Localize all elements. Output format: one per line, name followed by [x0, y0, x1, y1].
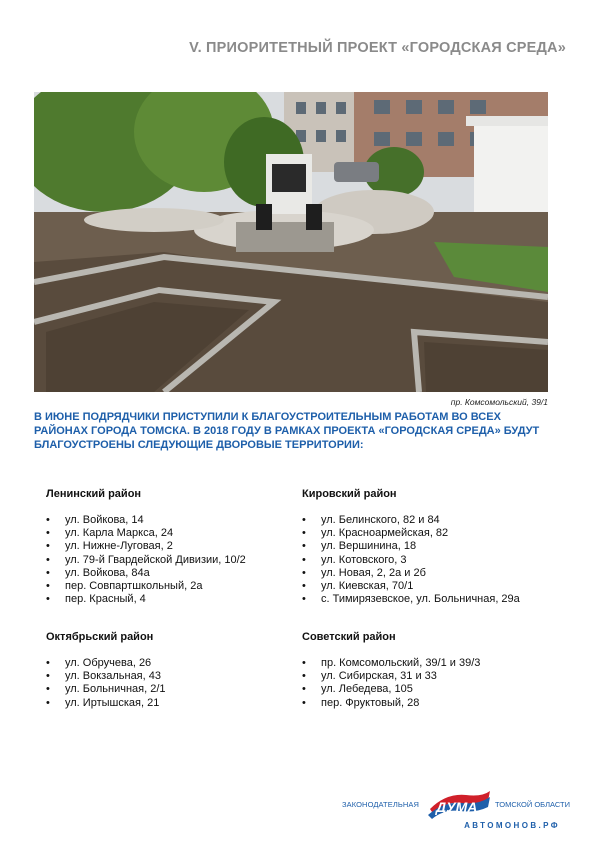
- district-leninsky: [46, 488, 246, 606]
- construction-photo: [34, 92, 548, 392]
- address-list: [302, 657, 480, 710]
- list-item: • пер. Совпартшкольный, 2а: [46, 580, 246, 593]
- list-item: • ул. Карла Маркса, 24: [46, 527, 246, 540]
- district-title: Октябрьский район: [46, 631, 154, 643]
- list-item: • пер. Фруктовый, 28: [302, 697, 480, 710]
- list-item: • ул. Новая, 2, 2а и 2б: [302, 567, 520, 580]
- list-item: • ул. Лебедева, 105: [302, 683, 480, 696]
- list-item: • ул. Красноармейская, 82: [302, 527, 520, 540]
- address-list: [46, 657, 166, 710]
- district-title: Кировский район: [302, 488, 397, 500]
- district-title: Советский район: [302, 631, 396, 643]
- page-title: V. ПРИОРИТЕТНЫЙ ПРОЕКТ «ГОРОДСКАЯ СРЕДА»: [189, 40, 566, 56]
- address-list: [302, 514, 520, 606]
- list-item: • пер. Красный, 4: [46, 593, 246, 606]
- list-item: • ул. Войкова, 14: [46, 514, 246, 527]
- list-item: • ул. Вершинина, 18: [302, 540, 520, 553]
- duma-logo: [426, 789, 492, 819]
- list-item: • с. Тимирязевское, ул. Больничная, 29а: [302, 593, 520, 606]
- lead-line: БЛАГОУСТРОЕНЫ СЛЕДУЮЩИЕ ДВОРОВЫЕ ТЕРРИТОРИИ:: [34, 439, 364, 452]
- footer: [342, 793, 582, 833]
- district-sovetsky: [302, 631, 480, 710]
- list-item: • ул. Вокзальная, 43: [46, 670, 166, 683]
- district-title: Ленинский район: [46, 488, 142, 500]
- lead-line: В ИЮНЕ ПОДРЯДЧИКИ ПРИСТУПИЛИ К БЛАГОУСТРОИТЕЛЬНЫМ РАБОТАМ ВО ВСЕХ: [34, 411, 501, 423]
- list-item: • ул. Обручева, 26: [46, 657, 166, 670]
- lead-line: РАЙОНАХ ГОРОДА ТОМСКА. В 2018 ГОДУ В РАМКАХ ПРОЕКТА «ГОРОДСКАЯ СРЕДА» БУДУТ: [34, 425, 540, 438]
- footer-site: АВТОМОНОВ.РФ: [464, 821, 560, 830]
- list-item: • ул. Сибирская, 31 и 33: [302, 670, 480, 683]
- list-item: • ул. Белинского, 82 и 84: [302, 514, 520, 527]
- list-item: • ул. Войкова, 84а: [46, 567, 246, 580]
- photo-caption: пр. Комсомольский, 39/1: [450, 397, 548, 407]
- list-item: • ул. Котовского, 3: [302, 554, 520, 567]
- list-item: • ул. Иртышская, 21: [46, 697, 166, 710]
- list-item: • ул. 79-й Гвардейской Дивизии, 10/2: [46, 554, 246, 567]
- list-item: • ул. Нижне-Луговая, 2: [46, 540, 246, 553]
- district-kirovsky: [302, 488, 520, 606]
- logo-text: ДУМА: [436, 799, 478, 815]
- list-item: • ул. Больничная, 2/1: [46, 683, 166, 696]
- district-oktyabrsky: [46, 631, 166, 710]
- footer-left-text: ЗАКОНОДАТЕЛЬНАЯ: [342, 800, 419, 809]
- list-item: • ул. Киевская, 70/1: [302, 580, 520, 593]
- list-item: • пр. Комсомольский, 39/1 и 39/3: [302, 657, 480, 670]
- lead-paragraph: [34, 410, 548, 453]
- footer-right-text: ТОМСКОЙ ОБЛАСТИ: [495, 800, 570, 809]
- address-list: [46, 514, 246, 606]
